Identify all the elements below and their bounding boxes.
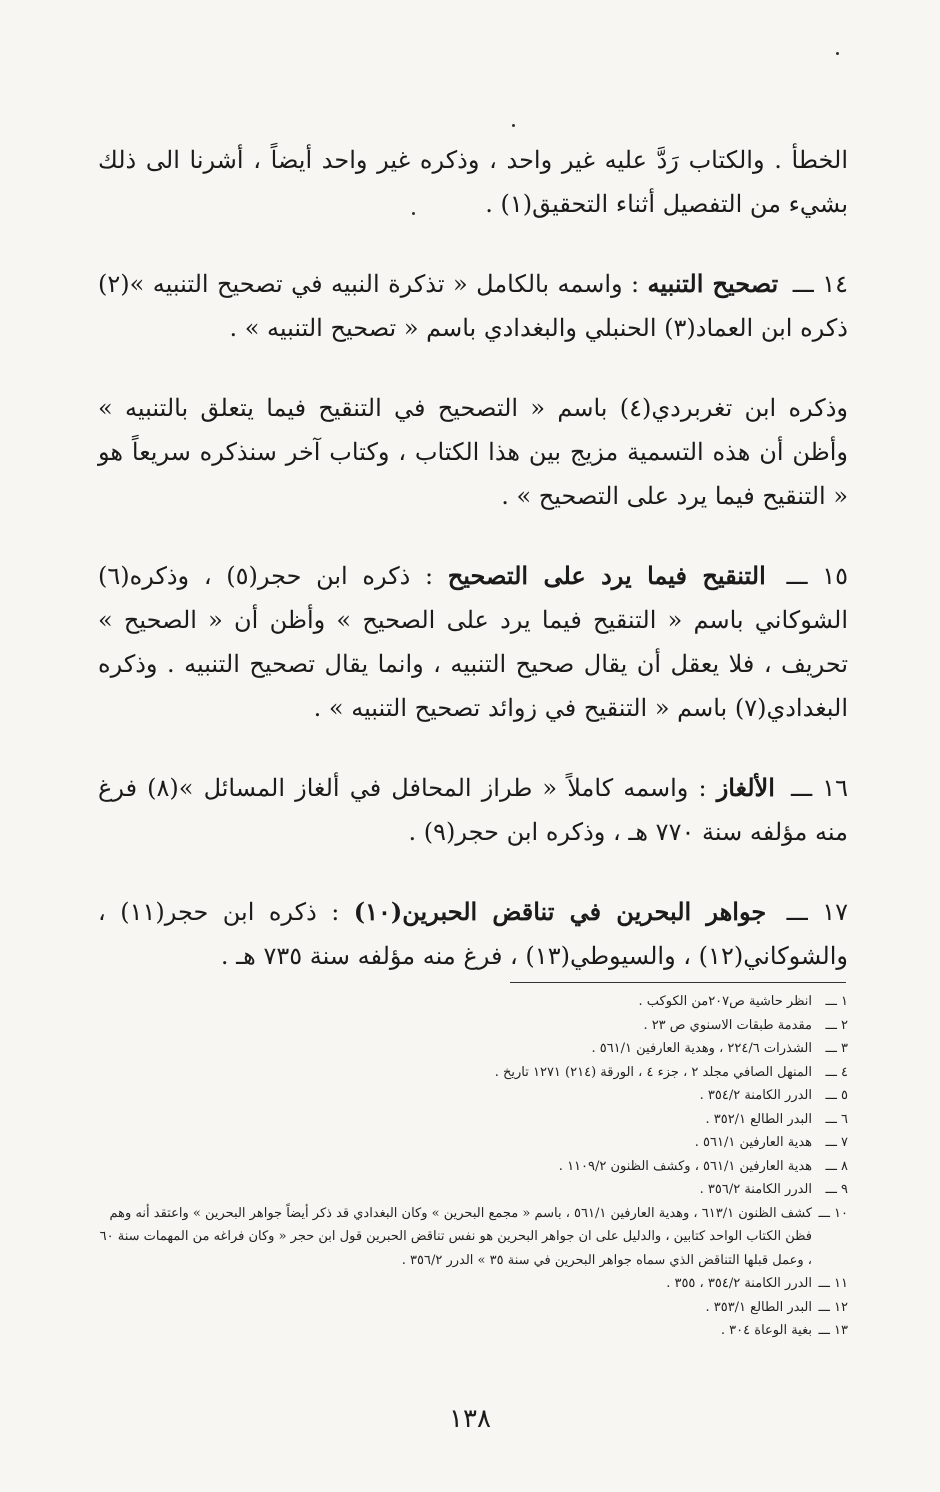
footnote-text: البدر الطالع ٣٥٢/١ .	[705, 1111, 812, 1127]
paragraph-text: : واسمه بالكامل « تذكرة النبيه في تصحيح التنبيه »(٢) ذكره ابن العماد(٣) الحنبلي والبغدادي باسم « تصحيح التنبيه » .	[98, 270, 848, 342]
page-number: ١٣٨	[449, 1404, 491, 1434]
footnote-text: الدرر الكامنة ٣٥٤/٢ ، ٣٥٥ .	[666, 1276, 812, 1291]
footnote	[92, 1014, 848, 1038]
entry-heading: تصحيح التنبيه	[647, 269, 779, 298]
paragraph-text: : ذكره ابن حجر(٥) ، وذكره(٦) الشوكاني باسم « التنقيح فيما يرد على الصحيح » وأظن أن « الصحيح » تحريف ، فلا يعقل أن يقال صحيح التنبيه ، وانما يقال تصحيح التنبيه . وذكره البغدادي(٧) باسم « التنقيح في زوائد تصحيح التنبيه » .	[98, 562, 848, 722]
entry-heading: جواهر البحرين في تناقض الحبرين(١٠)	[353, 897, 767, 926]
entry-number: ١٥ ـــ	[786, 562, 849, 590]
paragraph-continuation	[98, 138, 848, 226]
footnote-number: ١٠ ـــ	[818, 1205, 848, 1221]
footnote-number: ٢ ـــ	[825, 1017, 848, 1033]
paragraph-entry-14	[98, 262, 848, 350]
paragraph-entry-17	[98, 890, 848, 978]
paragraph-entry-16	[98, 766, 848, 854]
footnote-text: كشف الظنون ٦١٣/١ ، وهدية العارفين ٥٦١/١ ، باسم « مجمع البحرين » وكان البغدادي قد ذكر أيضاً جواهر البحرين » واعتقد أنه وهم فظن الكتاب الواحد كتابين ، والدليل على ان جواهر البحرين هو نفس تناقض الحبرين قول ابن حجر « وكان فراغه من المهمات سنة ٦٠ ، وعمل قبلها التناقض الذي سماه جواهر البحرين في سنة ٣٥ » الدرر ٣٥٦/٢ .	[99, 1205, 812, 1268]
paragraph-note	[98, 386, 848, 518]
footnote-number: ١٢ ـــ	[818, 1299, 848, 1315]
footnote-number: ١ ـــ	[825, 994, 848, 1009]
scan-speck	[512, 124, 515, 127]
footnote-text: المنهل الصافي مجلد ٢ ، جزء ٤ ، الورقة (٢١٤) ١٢٧١ تاريخ .	[494, 1064, 812, 1080]
footnote-text: مقدمة طبقات الاسنوي ص ٢٣ .	[643, 1017, 812, 1033]
footnote-number: ٦ ـــ	[825, 1111, 848, 1127]
footnote	[92, 1178, 848, 1202]
scan-speck	[836, 52, 839, 55]
footnote-number: ٧ ـــ	[825, 1135, 848, 1150]
footnote	[92, 990, 848, 1014]
footnote-text: الدرر الكامنة ٣٥٤/٢ .	[699, 1088, 812, 1103]
footnote-text: البدر الطالع ٣٥٣/١ .	[705, 1299, 812, 1315]
footnote-divider	[510, 982, 846, 983]
footnote	[92, 1202, 848, 1273]
footnote-number: ٥ ـــ	[825, 1088, 848, 1103]
footnote-text: بغية الوعاة ٣٠٤ .	[720, 1323, 812, 1338]
entry-number: ١٦ ـــ	[791, 774, 848, 802]
footnote-number: ٣ ـــ	[825, 1041, 848, 1056]
entry-heading: التنقيح فيما يرد على التصحيح	[447, 561, 766, 590]
entry-number: ١٧ ـــ	[786, 898, 849, 926]
footnote	[92, 1108, 848, 1132]
paragraph-entry-15	[98, 554, 848, 730]
footnote	[92, 1061, 848, 1085]
paragraph-text: : واسمه كاملاً « طراز المحافل في ألغاز المسائل »(٨) فرغ منه مؤلفه سنة ٧٧٠ هـ ، وذكره ابن حجر(٩) .	[98, 774, 848, 846]
footnote-number: ٩ ـــ	[825, 1182, 848, 1197]
footnote-number: ٤ ـــ	[825, 1064, 848, 1080]
footnote	[92, 1037, 848, 1061]
footnote	[92, 1319, 848, 1343]
footnote	[92, 1084, 848, 1108]
footnote	[92, 1296, 848, 1320]
footnote-text: الدرر الكامنة ٣٥٦/٢ .	[699, 1182, 812, 1197]
footnote	[92, 1155, 848, 1179]
footnote	[92, 1131, 848, 1155]
entry-number: ١٤ ـــ	[792, 270, 848, 298]
footnote-number: ٨ ـــ	[825, 1158, 848, 1174]
entry-heading: الألغاز	[716, 773, 775, 802]
body-text	[98, 138, 848, 1014]
paragraph-text: : ذكره ابن حجر(١١) ، والشوكاني(١٢) ، والسيوطي(١٣) ، فرغ منه مؤلفه سنة ٧٣٥ هـ .	[98, 898, 848, 970]
footnote-text: هدية العارفين ٥٦١/١ ، وكشف الظنون ١١٠٩/٢ .	[558, 1158, 812, 1174]
paragraph-text: الخطأ . والكتاب رَدَّ عليه غير واحد ، وذكره غير واحد أيضاً ، أشرنا الى ذلك بشيء من التفصيل أثناء التحقيق(١) .	[98, 146, 848, 218]
paragraph-text: وذكره ابن تغربردي(٤) باسم « التصحيح في التنقيح فيما يتعلق بالتنبيه » وأظن أن هذه التسمية مزيج بين هذا الكتاب ، وكتاب آخر سنذكره سريعاً هو « التنقيح فيما يرد على التصحيح » .	[98, 394, 848, 510]
footnotes	[92, 990, 848, 1343]
footnote-text: هدية العارفين ٥٦١/١ .	[694, 1135, 812, 1150]
footnote-number: ١٣ ـــ	[818, 1323, 848, 1338]
footnote	[92, 1272, 848, 1296]
footnote-text: انظر حاشية ص٢٠٧من الكوكب .	[638, 994, 812, 1009]
footnote-text: الشذرات ٢٢٤/٦ ، وهدية العارفين ٥٦١/١ .	[591, 1041, 812, 1056]
footnote-number: ١١ ـــ	[818, 1276, 848, 1291]
